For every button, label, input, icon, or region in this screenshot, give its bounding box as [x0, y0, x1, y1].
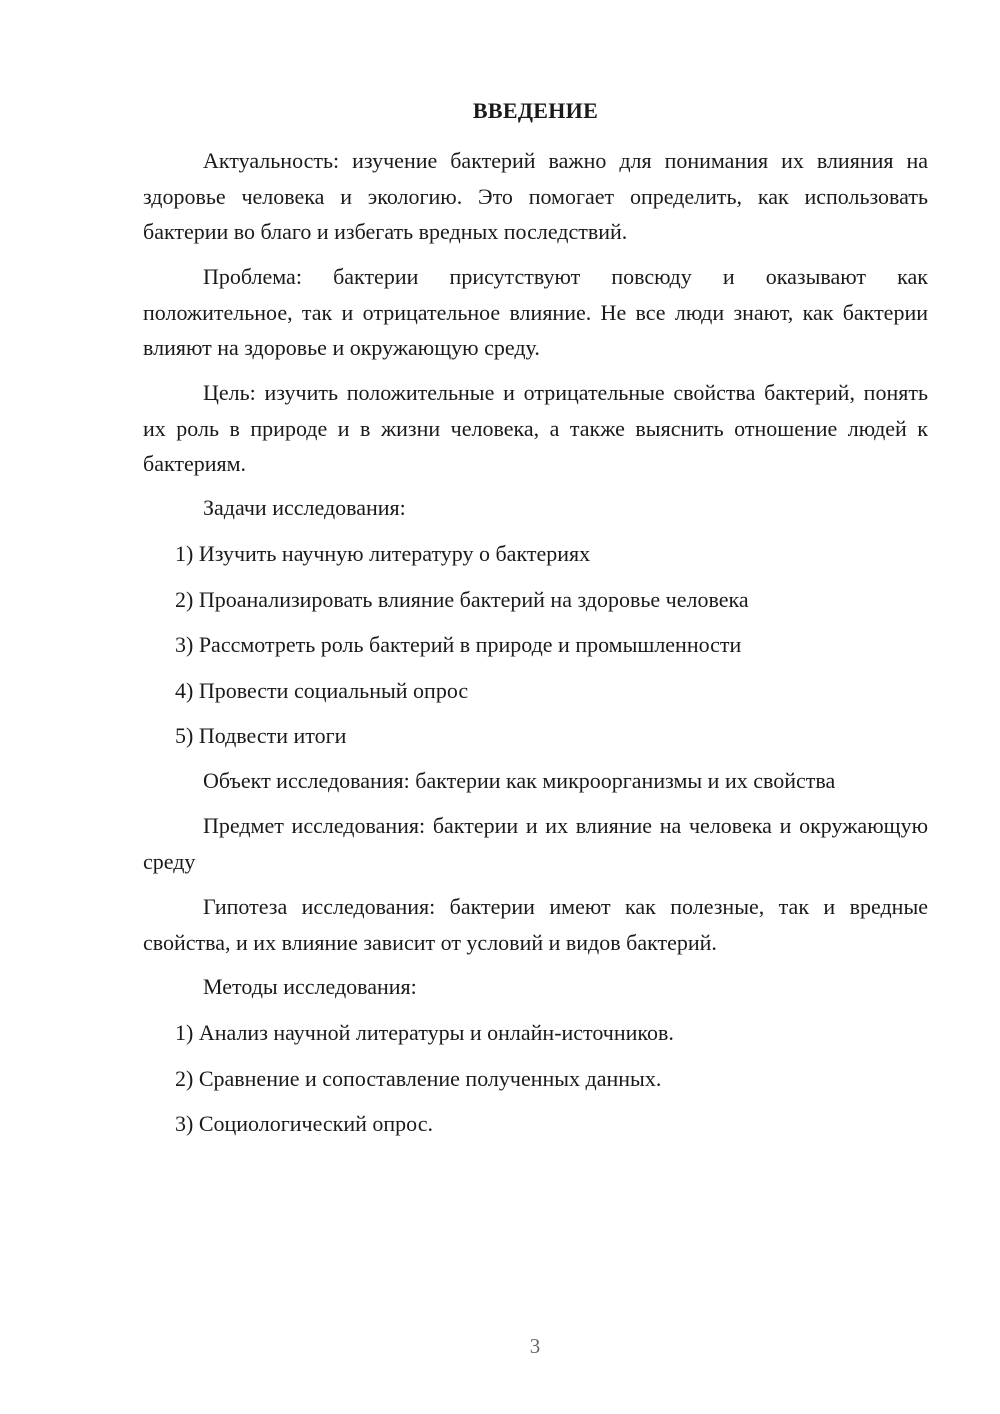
tasks-heading-paragraph: [143, 490, 928, 526]
page-number: 3: [529, 1334, 541, 1358]
list-item: 1) Анализ научной литературы и онлайн-источников.: [175, 1020, 674, 1045]
list-item: 3) Рассмотреть роль бактерий в природе и промышленности: [175, 632, 742, 657]
tasks-list: [143, 536, 928, 754]
subject-text: Предмет исследования: бактерии и их влияние на человека и окружающую среду: [143, 813, 928, 874]
list-item: 3) Социологический опрос.: [175, 1111, 433, 1136]
methods-heading: Методы исследования:: [203, 974, 417, 999]
relevance-paragraph: [143, 143, 928, 250]
object-paragraph: [143, 763, 928, 799]
problem-paragraph: [143, 259, 928, 366]
goal-text: Цель: изучить положительные и отрицательные свойства бактерий, понять их роль в природе и в жизни человека, а также выяснить отношение людей к бактериям.: [143, 380, 928, 476]
list-item: 5) Подвести итоги: [175, 723, 347, 748]
problem-text: Проблема: бактерии присутствуют повсюду и оказывают как положительное, так и отрицательное влияние. Не все люди знают, как бактерии влияют на здоровье и окружающую среду.: [143, 264, 928, 360]
subject-paragraph: [143, 808, 928, 879]
tasks-heading: Задачи исследования:: [203, 495, 406, 520]
relevance-text: Актуальность: изучение бактерий важно для понимания их влияния на здоровье человека и экологию. Это помогает определить, как использовать бактерии во благо и избегать вредных последствий.: [143, 148, 928, 244]
methods-heading-paragraph: [143, 969, 928, 1005]
hypothesis-paragraph: [143, 889, 928, 960]
list-item: 2) Проанализировать влияние бактерий на здоровье человека: [175, 586, 749, 612]
page-title: ВВЕДЕНИЕ: [472, 98, 599, 123]
list-item: 4) Провести социальный опрос: [175, 677, 469, 703]
object-text: Объект исследования: бактерии как микроорганизмы и их свойства: [203, 768, 836, 793]
list-item: 1) Изучить научную литературу о бактериях: [175, 541, 591, 566]
list-item: 2) Сравнение и сопоставление полученных данных.: [175, 1065, 662, 1091]
methods-list: [143, 1015, 928, 1142]
goal-paragraph: [143, 375, 928, 482]
hypothesis-text: Гипотеза исследования: бактерии имеют как полезные, так и вредные свойства, и их влияние зависит от условий и видов бактерий.: [143, 894, 928, 955]
